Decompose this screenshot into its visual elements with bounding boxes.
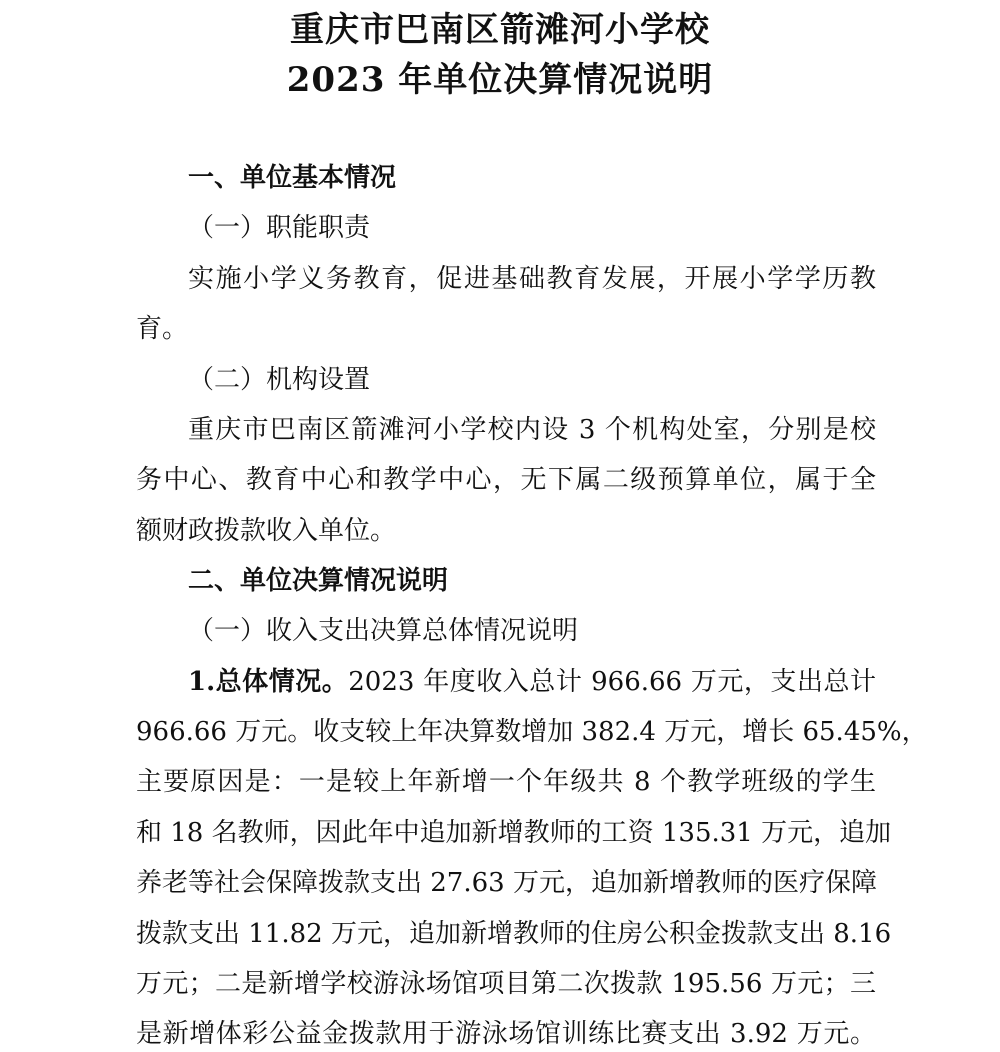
section-heading-basic-info: 一、单位基本情况 xyxy=(188,163,397,193)
paragraph-lead: 1.总体情况。 xyxy=(188,667,349,697)
paragraph-line: 和 18 名教师，因此年中追加新增教师的工资 135.31 万元，追加 xyxy=(136,818,892,848)
paragraph-line: 额财政拨款收入单位。 xyxy=(136,516,397,546)
paragraph-line: 966.66 万元。收支较上年决算数增加 382.4 万元，增长 65.45%， xyxy=(136,717,928,747)
document-title-line-1: 重庆市巴南区箭滩河小学校 xyxy=(290,10,710,50)
paragraph-line: 实施小学义务教育，促进基础教育发展，开展小学学历教 xyxy=(188,264,876,294)
subheading-income-expenditure: （一）收入支出决算总体情况说明 xyxy=(188,616,579,646)
paragraph-text: 2023 年度收入总计 966.66 万元，支出总计 xyxy=(348,667,876,697)
paragraph-line: 是新增体彩公益金拨款用于游泳场馆训练比赛支出 3.92 万元。 xyxy=(136,1019,876,1049)
paragraph-line: 重庆市巴南区箭滩河小学校内设 3 个机构处室，分别是校 xyxy=(188,415,876,445)
document-title-line-2: 2023 年单位决算情况说明 xyxy=(286,60,714,100)
paragraph-line: 主要原因是：一是较上年新增一个年级共 8 个教学班级的学生 xyxy=(136,767,876,797)
paragraph-line: 养老等社会保障拨款支出 27.63 万元，追加新增教师的医疗保障 xyxy=(136,868,877,898)
paragraph-line: 万元；二是新增学校游泳场馆项目第二次拨款 195.56 万元；三 xyxy=(136,969,876,999)
subheading-organization: （二）机构设置 xyxy=(188,365,371,395)
paragraph-line: 拨款支出 11.82 万元，追加新增教师的住房公积金拨款支出 8.16 xyxy=(136,919,892,949)
paragraph-line xyxy=(188,664,876,700)
paragraph-line: 务中心、教育中心和教学中心，无下属二级预算单位，属于全 xyxy=(136,465,876,495)
paragraph-line: 育。 xyxy=(136,314,189,344)
section-heading-final-accounts: 二、单位决算情况说明 xyxy=(188,566,449,596)
subheading-functions: （一）职能职责 xyxy=(188,213,371,243)
